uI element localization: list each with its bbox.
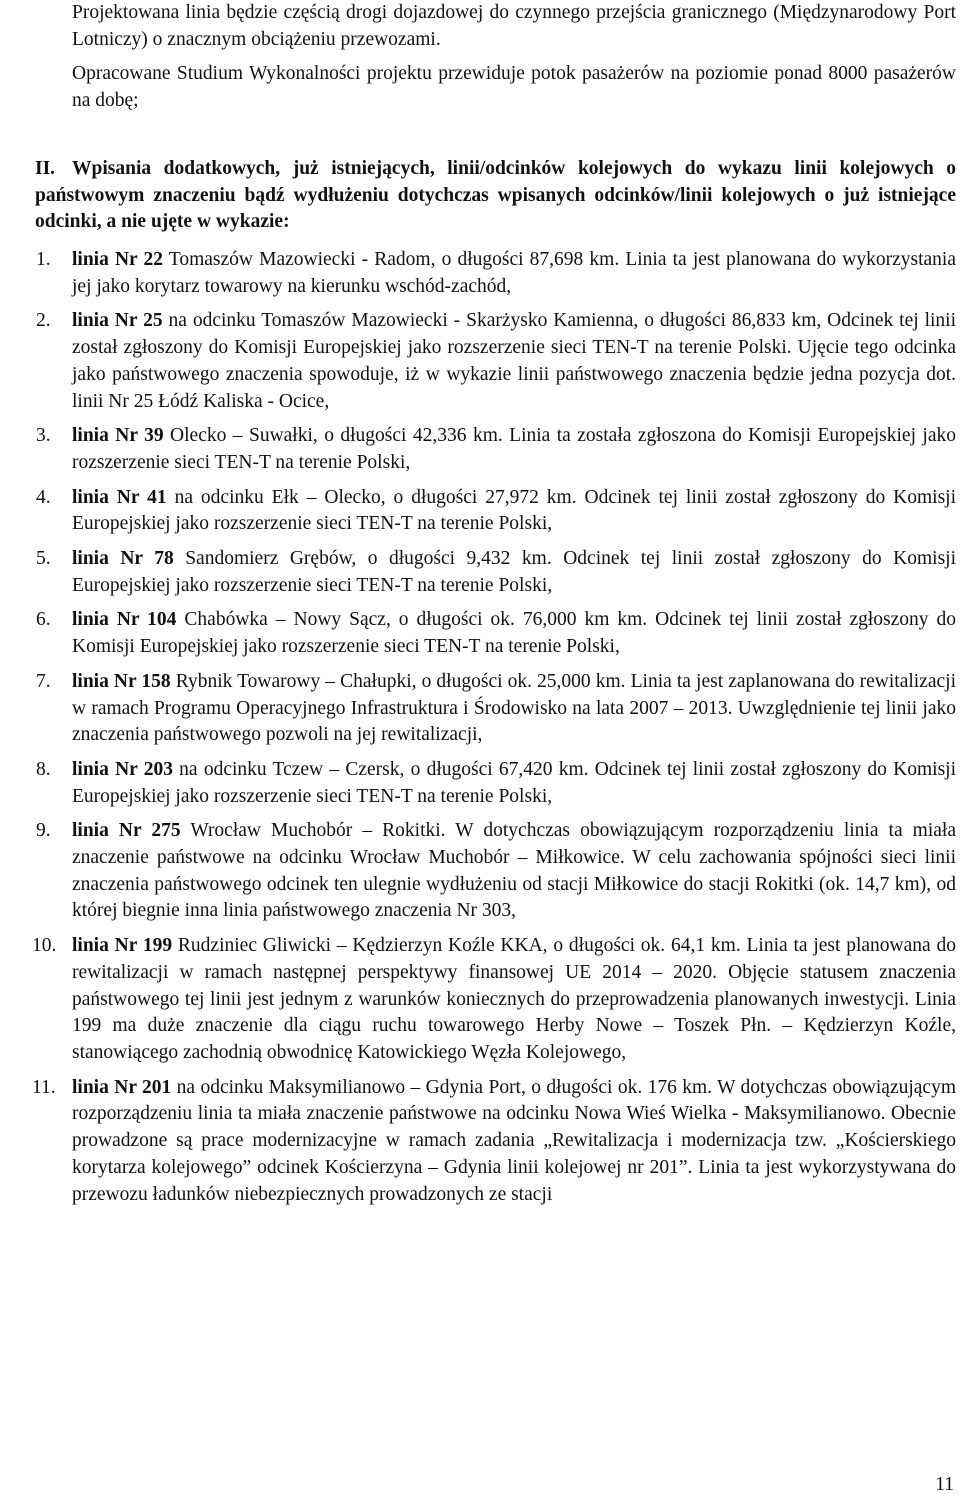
list-item <box>0 607 956 660</box>
list-item-number: 5. <box>36 548 51 570</box>
list-item-line-name: linia Nr 41 <box>72 486 167 508</box>
list-item <box>0 933 956 1067</box>
section-number: II. <box>35 158 56 179</box>
list-item <box>0 669 956 749</box>
list-item-number: 8. <box>36 758 51 780</box>
list-item-line-name: linia Nr 39 <box>72 425 164 447</box>
list-item-number: 1. <box>36 249 51 270</box>
list-item-line-name: linia Nr 158 <box>72 670 171 692</box>
list-item-number: 2. <box>36 310 51 332</box>
list-item <box>0 1075 956 1209</box>
section-heading-text: Wpisania dodatkowych, już istniejących, linii/odcinków kolejowych do wykazu linii kolejowych o państwowym znaczeniu bądź wydłużeniu dotychczas wpisanych odcinków/linii kolejowych o już istniejące odcinki, a nie ujęte w wykazie: <box>35 158 956 233</box>
section-heading <box>35 156 956 236</box>
list-item-line-name: linia Nr 78 <box>72 548 174 570</box>
list-item-text: Sandomierz Grębów, o długości 9,432 km. Odcinek tej linii został zgłoszony do Komisji Europejskiej jako rozszerzenie sieci TEN-T na terenie Polski, <box>72 548 957 596</box>
list-item <box>0 247 956 300</box>
list-item-number: 9. <box>36 820 51 842</box>
list-item-number: 10. <box>32 935 57 957</box>
list-item-text: Rybnik Towarowy – Chałupki, o długości ok. 25,000 km. Linia ta jest zaplanowana do rewitalizacji w ramach Programu Operacyjnego Infrastruktura i Środowisko na lata 2007 – 2013. Uwzględnienie tej linii jako znaczenia państwowego pozwoli na jej rewitalizacji, <box>72 670 956 746</box>
list-item <box>0 818 956 925</box>
list-item-line-name: linia Nr 203 <box>72 758 173 780</box>
list-item-text: na odcinku Ełk – Olecko, o długości 27,972 km. Odcinek tej linii został zgłoszony do Komisji Europejskiej jako rozszerzenie sieci TEN-T na terenie Polski, <box>72 486 957 535</box>
list-item-number: 4. <box>36 486 51 508</box>
list-item-number: 3. <box>36 425 51 447</box>
list-item <box>0 546 956 599</box>
list-item <box>0 757 956 810</box>
list-item-number: 7. <box>36 670 51 692</box>
list-item-line-name: linia Nr 22 <box>72 249 163 270</box>
list-item-text: Olecko – Suwałki, o długości 42,336 km. Linia ta została zgłoszona do Komisji Europejskiej jako rozszerzenie sieci TEN-T na terenie Polski, <box>72 425 957 473</box>
list-item <box>0 485 956 538</box>
list-item-line-name: linia Nr 275 <box>72 820 181 842</box>
list-item-text: na odcinku Tomaszów Mazowiecki - Skarżysko Kamienna, o długości 86,833 km, Odcinek tej linii został zgłoszony do Komisji Europejskiej jako rozszerzenie sieci TEN-T na terenie Polski. Ujęcie tego odcinka jako państwowego znaczenia spowoduje, iż w wykazie linii państwowego znaczenia będzie jedna pozycja dot. linii Nr 25 Łódź Kaliska - Ocice, <box>72 310 956 412</box>
list-item-line-name: linia Nr 104 <box>72 609 177 631</box>
list-item-number: 6. <box>36 609 51 631</box>
railway-lines-list <box>0 247 960 1208</box>
list-item-text: Chabówka – Nowy Sącz, o długości ok. 76,000 km km. Odcinek tej linii został zgłoszony do Komisji Europejskiej jako rozszerzenie sieci TEN-T na terenie Polski, <box>72 609 957 658</box>
list-item-text: na odcinku Tczew – Czersk, o długości 67,420 km. Odcinek tej linii został zgłoszony do Komisji Europejskiej jako rozszerzenie sieci TEN-T na terenie Polski, <box>72 758 957 807</box>
list-item <box>0 423 956 476</box>
list-item-text: Wrocław Muchobór – Rokitki. W dotychczas obowiązującym rozporządzeniu linia ta miała znaczenie państwowe na odcinku Wrocław Muchobór – Miłkowice. W celu zachowania spójności sieci linii znaczenia państwowego odcinek ten ulegnie wydłużeniu od stacji Miłkowice do stacji Rokitki (ok. 14,7 km), od której biegnie inna linia państwowego znaczenia Nr 303, <box>72 820 956 922</box>
list-item-text: Rudziniec Gliwicki – Kędzierzyn Koźle KKA, o długości ok. 64,1 km. Linia ta jest planowana do rewitalizacji w ramach następnej perspektywy finansowej UE 2014 – 2020. Objęcie statusem znaczenia państwowego tej linii jest jednym z warunków koniecznych do przeprowadzenia planowanych inwestycji. Linia 199 ma duże znaczenie dla ciągu ruchu towarowego Herby Nowe – Toszek Płn. – Kędzierzyn Koźle, stanowiącego zachodnią obwodnicę Katowickiego Węzła Kolejowego, <box>72 935 957 1063</box>
page-number: 11 <box>935 1474 954 1495</box>
list-item-line-name: linia Nr 201 <box>72 1076 172 1098</box>
intro-paragraph-1: Projektowana linia będzie częścią drogi dojazdowej do czynnego przejścia granicznego (Międzynarodowy Port Lotniczy) o znacznym obciążeniu przewozami. <box>72 2 956 50</box>
list-item-line-name: linia Nr 25 <box>72 310 163 332</box>
intro-paragraph-2: Opracowane Studium Wykonalności projektu przewiduje potok pasażerów na poziomie ponad 8000 pasażerów na dobę; <box>72 63 956 111</box>
list-item <box>0 308 956 415</box>
list-item-text: Tomaszów Mazowiecki - Radom, o długości 87,698 km. Linia ta jest planowana do wykorzystania jej jako korytarz towarowy na kierunku wschód-zachód, <box>72 249 956 297</box>
list-item-number: 11. <box>32 1076 56 1098</box>
list-item-line-name: linia Nr 199 <box>72 935 173 957</box>
list-item-text: na odcinku Maksymilianowo – Gdynia Port, o długości ok. 176 km. W dotychczas obowiązującym rozporządzeniu linia ta miała znaczenie państwowe na odcinku Nowa Wieś Wielka - Maksymilianowo. Obecnie prowadzone są prace modernizacyjne w ramach zadania „Rewitalizacja i modernizacja tzw. „Kościerskiego korytarza kolejowego” odcinek Kościerzyna – Gdynia linii kolejowej nr 201”. Linia ta jest wykorzystywana do przewozu ładunków niebezpiecznych prowadzonych ze stacji <box>72 1076 956 1205</box>
